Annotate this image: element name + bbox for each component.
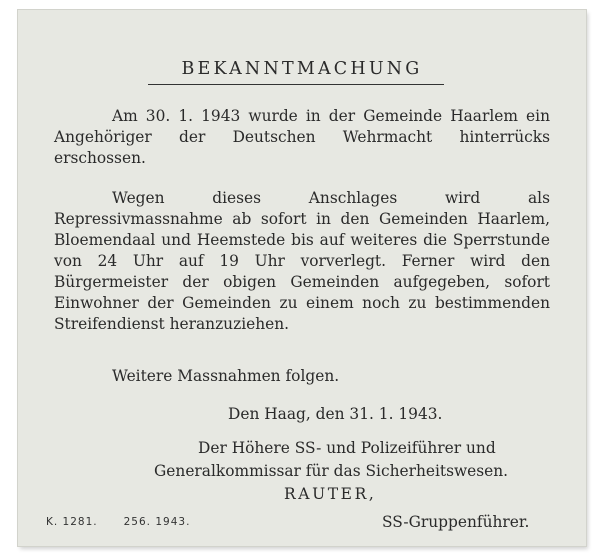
paragraph-incident: Am 30. 1. 1943 wurde in der Gemeinde Haarlem ein Angehöriger der Deutschen Wehrmacht hinterrücks erschossen. <box>54 107 550 167</box>
title-underline <box>148 84 444 85</box>
signer-name: RAUTER, <box>284 485 377 503</box>
paragraph-further-measures: Weitere Massnahmen folgen. <box>112 367 340 385</box>
signature-title-line-2: Generalkommissar für das Sicherheitswesen. <box>154 462 509 480</box>
signer-rank: SS-Gruppenführer. <box>382 513 530 531</box>
date-line: Den Haag, den 31. 1. 1943. <box>228 405 443 423</box>
signature-title-line-1: Der Höhere SS- und Polizeiführer und <box>198 439 496 457</box>
print-code-number: K. 1281. <box>46 516 98 528</box>
print-code-series: 256. 1943. <box>123 516 191 528</box>
notice-document <box>18 10 586 546</box>
print-code <box>46 516 190 528</box>
paragraph-measures: Wegen dieses Anschlages wird als Repressivmassnahme ab sofort in den Gemeinden Haarlem, Bloemendaal und Heemstede bis auf weiteres die Sperrstunde von 24 Uhr auf 19 Uhr vorverlegt. Ferner wird den Bürgermeister der obigen Gemeinden aufgegeben, sofort Einwohner der Gemeinden zu einem noch zu bestimmenden Streifendienst heranzuziehen. <box>54 189 550 333</box>
notice-title: BEKANNTMACHUNG <box>181 59 423 79</box>
